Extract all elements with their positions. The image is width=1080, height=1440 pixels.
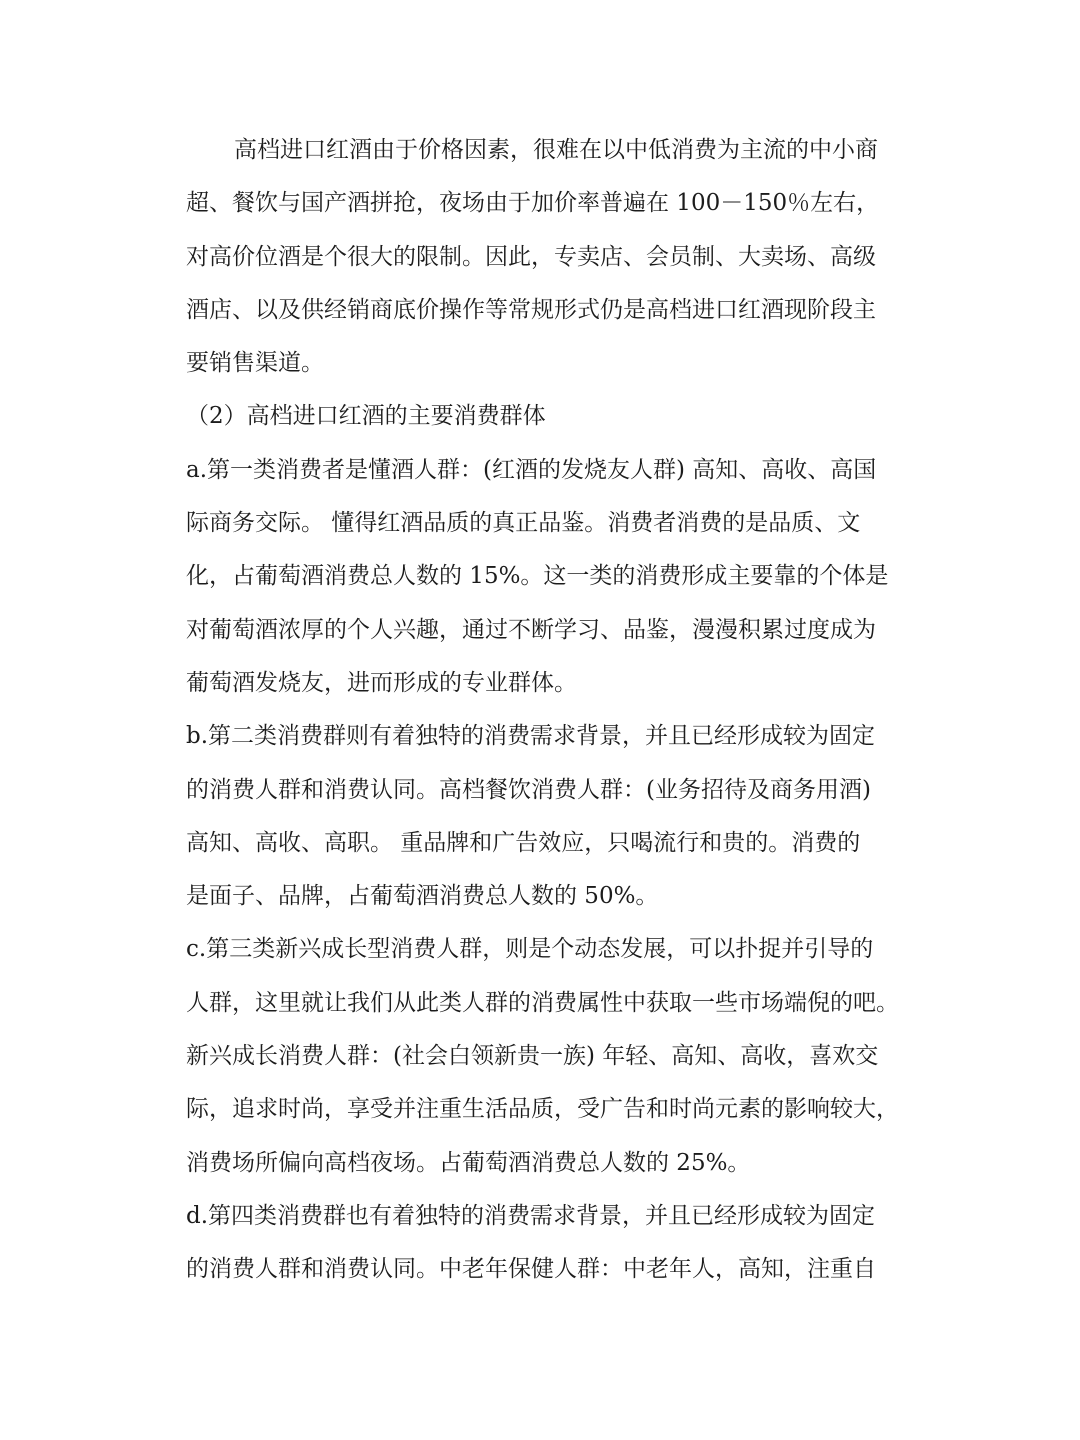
paragraph-line: 是面子、品牌，占葡萄酒消费总人数的 50%。	[186, 883, 659, 910]
paragraph-line: 高知、高收、高职。 重品牌和广告效应，只喝流行和贵的。消费的	[186, 829, 861, 856]
paragraph-line: 人群，这里就让我们从此类人群的消费属性中获取一些市场端倪的吧。	[186, 989, 899, 1016]
section-heading: （2）高档进口红酒的主要消费群体	[186, 403, 546, 430]
paragraph-line: 的消费人群和消费认同。高档餐饮消费人群：(业务招待及商务用酒)	[186, 776, 871, 803]
paragraph-line: 对高价位酒是个很大的限制。因此，专卖店、会员制、大卖场、高级	[186, 243, 876, 270]
paragraph-line: 葡萄酒发烧友，进而形成的专业群体。	[186, 669, 577, 696]
document-body	[186, 124, 898, 1297]
paragraph-line: 对葡萄酒浓厚的个人兴趣，通过不断学习、品鉴，漫漫积累过度成为	[186, 616, 876, 643]
paragraph-line: 新兴成长消费人群：(社会白领新贵一族) 年轻、高知、高收，喜欢交	[186, 1043, 879, 1070]
paragraph-line: 消费场所偏向高档夜场。占葡萄酒消费总人数的 25%。	[186, 1149, 751, 1176]
paragraph-line: 际商务交际。 懂得红酒品质的真正品鉴。消费者消费的是品质、文	[186, 510, 861, 537]
paragraph-line: b.第二类消费群则有着独特的消费需求背景，并且已经形成较为固定	[186, 723, 876, 750]
paragraph-line: 要销售渠道。	[186, 350, 324, 377]
paragraph-line: a.第一类消费者是懂酒人群：(红酒的发烧友人群) 高知、高收、高国	[186, 456, 877, 483]
paragraph-line: d.第四类消费群也有着独特的消费需求背景，并且已经形成较为固定	[186, 1202, 876, 1229]
paragraph-line: c.第三类新兴成长型消费人群，则是个动态发展，可以扑捉并引导的	[186, 936, 874, 963]
paragraph-line: 的消费人群和消费认同。中老年保健人群：中老年人，高知，注重自	[186, 1256, 876, 1283]
paragraph-line: 际，追求时尚，享受并注重生活品质，受广告和时尚元素的影响较大，	[186, 1096, 899, 1123]
paragraph-line: 高档进口红酒由于价格因素，很难在以中低消费为主流的中小商	[234, 137, 878, 163]
paragraph-line: 酒店、以及供经销商底价操作等常规形式仍是高档进口红酒现阶段主	[186, 296, 876, 323]
paragraph-line: 超、餐饮与国产酒拼抢，夜场由于加价率普遍在 100－150％左右，	[186, 190, 880, 217]
paragraph-line: 化，占葡萄酒消费总人数的 15%。这一类的消费形成主要靠的个体是	[186, 563, 889, 590]
